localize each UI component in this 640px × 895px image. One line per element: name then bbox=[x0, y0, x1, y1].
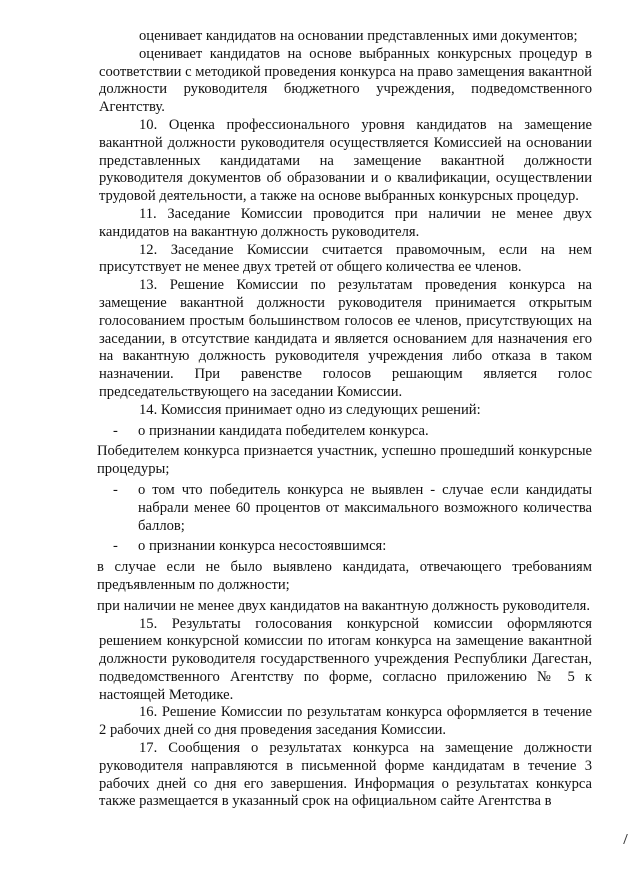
bullet-dash: - bbox=[113, 422, 118, 439]
paragraph-item-12: 12. Заседание Комиссии считается правомочным, если на нем присутствует не менее двух третей от общего количества ее членов. bbox=[99, 241, 592, 276]
bullet-text: о признании конкурса несостоявшимся: bbox=[138, 538, 387, 555]
paragraph-evaluates-documents: оценивает кандидатов на основании представленных ими документов; bbox=[139, 28, 578, 44]
paragraph-no-candidate: в случае если не было выявлено кандидата, отвечающего требованиям предъявленным по должности; bbox=[97, 559, 592, 593]
paragraph-item-15: 15. Результаты голосования конкурсной комиссии оформляются решением конкурсной комиссии по итогам конкурса на замещение вакантной должности руководителя государственного учреждения Республики Дагестан, подведомственного Агентству по форме, согласно приложению № 5 к настоящей Методике. bbox=[99, 615, 592, 703]
paragraph-item-17: 17. Сообщения о результатах конкурса на замещение должности руководителя направляются в письменной форме кандидатам в течение 3 рабочих дней со дня его завершения. Информация о результатах конкурса также размещается в указанный срок на официальном сайте Агентства в bbox=[99, 740, 592, 810]
paragraph-item-13: 13. Решение Комиссии по результатам проведения конкурса на замещение вакантной должности руководителя принимается открытым голосованием простым большинством голосов ее членов, присутствующих на заседании, в отсутствие кандидата и является основанием для назначения его на вакантную должность руководителя учреждения либо отказа в таком назначении. При равенстве голосов решающим является голос председательствующего на заседании Комиссии. bbox=[99, 277, 592, 400]
bullet-text: о признании кандидата победителем конкурса. bbox=[138, 422, 429, 439]
paragraph-item-11: 11. Заседание Комиссии проводится при наличии не менее двух кандидатов на вакантную должность руководителя. bbox=[99, 205, 592, 240]
bullet-winner-not-found bbox=[99, 482, 592, 535]
paragraph-two-candidates: при наличии не менее двух кандидатов на вакантную должность руководителя. bbox=[97, 597, 591, 614]
document-body bbox=[99, 28, 592, 811]
paragraph-evaluates-procedures: оценивает кандидатов на основе выбранных конкурсных процедур в соответствии с методикой проведения конкурса на право замещения вакантной должности руководителя бюджетного учреждения, подведомственного Агентству. bbox=[99, 45, 592, 116]
bullet-text: о том что победитель конкурса не выявлен - случае если кандидаты набрали менее 60 процентов от максимального возможного количества баллов; bbox=[138, 481, 592, 534]
paragraph-item-14: 14. Комиссия принимает одно из следующих решений: bbox=[139, 401, 481, 418]
paragraph-item-16: 16. Решение Комиссии по результатам конкурса оформляется в течение 2 рабочих дней со дня проведения заседания Комиссии. bbox=[99, 704, 592, 739]
bullet-dash: - bbox=[113, 538, 118, 555]
bullet-contest-failed bbox=[99, 538, 592, 556]
scan-mark bbox=[617, 834, 628, 844]
bullet-dash: - bbox=[113, 481, 118, 498]
bullet-winner-recognized bbox=[99, 423, 592, 441]
paragraph-winner-definition: Победителем конкурса признается участник, успешно прошедший конкурсные процедуры; bbox=[97, 443, 592, 478]
paragraph-item-10: 10. Оценка профессионального уровня кандидатов на замещение вакантной должности руководителя осуществляется Комиссией на основании представленных кандидатами на замещение вакантной должности руководителя документов об образовании и о квалификации, осуществлении трудовой деятельности, а также на основе выбранных конкурсных процедур. bbox=[99, 116, 592, 205]
